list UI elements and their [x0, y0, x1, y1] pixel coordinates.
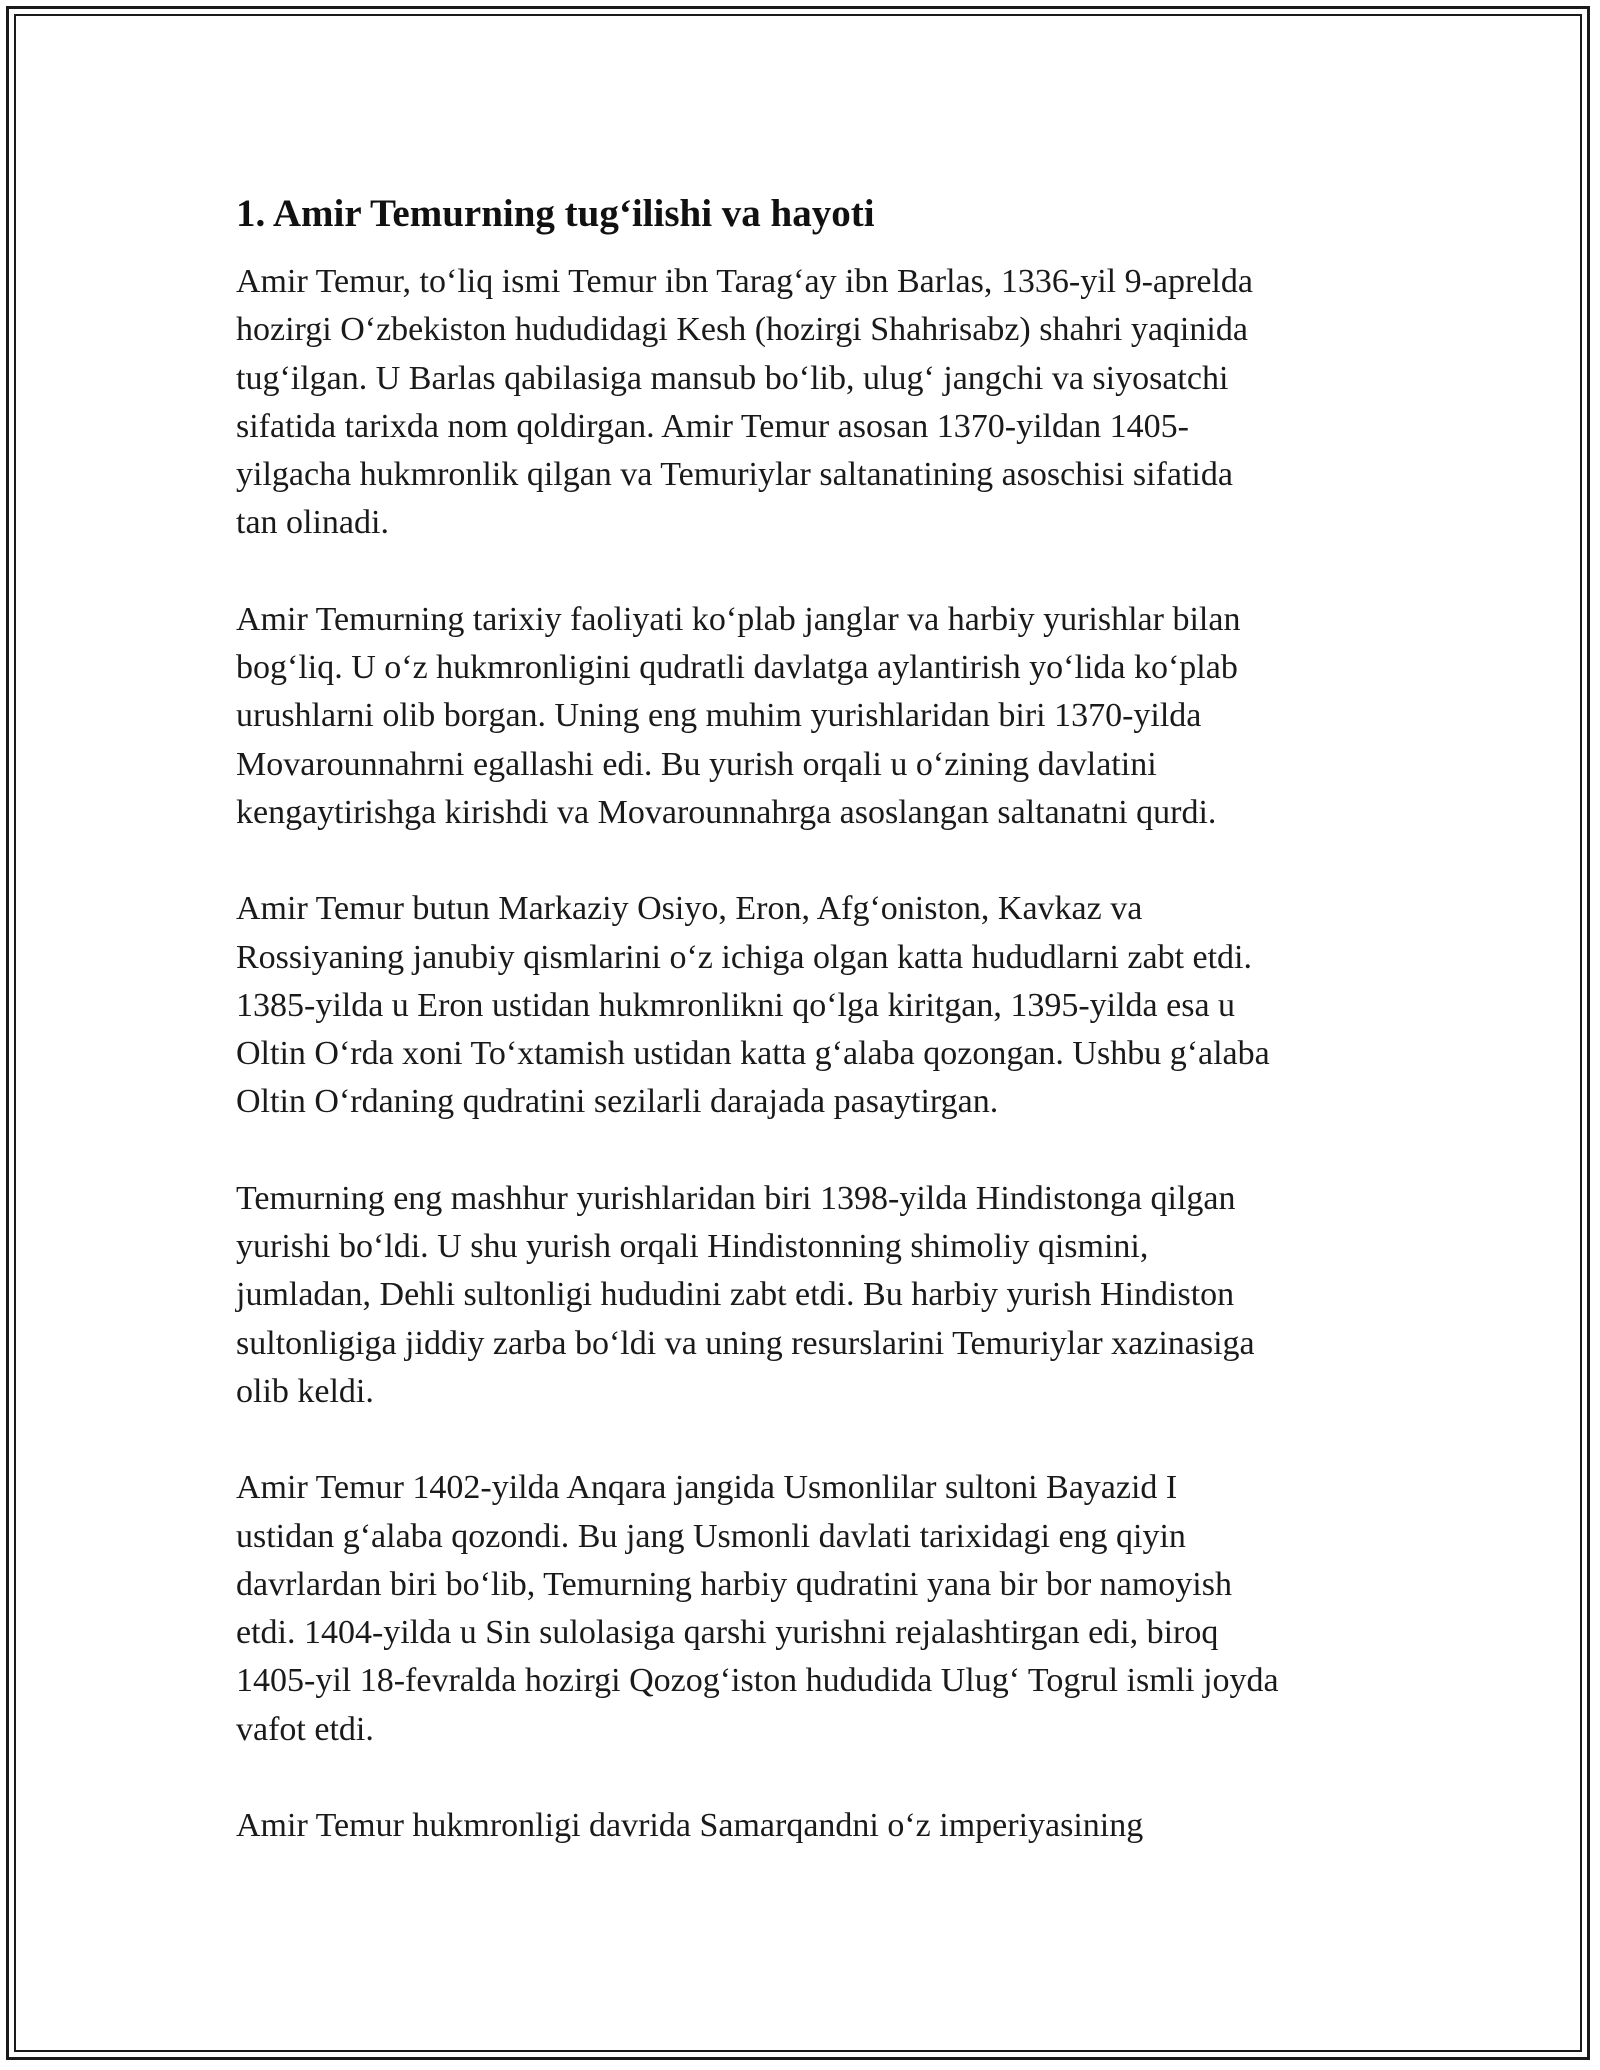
- paragraph: [236, 885, 1376, 1126]
- paragraph-line: kengaytirishga kirishdi va Movarounnahrga asoslangan saltanatni qurdi.: [236, 793, 1217, 831]
- paragraph-line: 1385-yilda u Eron ustidan hukmronlikni qo‘lga kiritgan, 1395-yilda esa u: [236, 986, 1236, 1024]
- paragraph-line: Temurning eng mashhur yurishlaridan biri 1398-yilda Hindistonga qilgan: [236, 1179, 1236, 1217]
- paragraph-line: sultonligiga jiddiy zarba bo‘ldi va uning resurslarini Temuriylar xazinasiga: [236, 1324, 1255, 1362]
- paragraph-line: jumladan, Dehli sultonligi hududini zabt etdi. Bu harbiy yurish Hindiston: [236, 1276, 1235, 1314]
- paragraph-line: bog‘liq. U o‘z hukmronligini qudratli davlatga aylantirish yo‘lida ko‘plab: [236, 649, 1238, 687]
- paragraph-line: sifatida tarixda nom qoldirgan. Amir Temur asosan 1370-yildan 1405-: [236, 407, 1189, 445]
- paragraph: [236, 1175, 1376, 1416]
- paragraph-line: Amir Temur 1402-yilda Anqara jangida Usmonlilar sultoni Bayazid I: [236, 1469, 1178, 1507]
- paragraph: [236, 258, 1376, 548]
- paragraph-line: Movarounnahrni egallashi edi. Bu yurish orqali u o‘zining davlatini: [236, 745, 1157, 783]
- paragraph-line: vafot etdi.: [236, 1710, 374, 1748]
- paragraph-line: etdi. 1404-yilda u Sin sulolasiga qarshi yurishni rejalashtirgan edi, biroq: [236, 1614, 1219, 1652]
- paragraph-line: Rossiyaning janubiy qismlarini o‘z ichiga olgan katta hududlarni zabt etdi.: [236, 938, 1252, 976]
- paragraph-line: tug‘ilgan. U Barlas qabilasiga mansub bo‘lib, ulug‘ jangchi va siyosatchi: [236, 359, 1229, 397]
- paragraph-line: Oltin O‘rdaning qudratini sezilarli darajada pasaytirgan.: [236, 1083, 999, 1121]
- paragraph-line: Amir Temur, to‘liq ismi Temur ibn Tarag‘ay ibn Barlas, 1336-yil 9-aprelda: [236, 263, 1253, 300]
- paragraph-list: [236, 258, 1376, 1850]
- paragraph-line: Oltin O‘rda xoni To‘xtamish ustidan katta g‘alaba qozongan. Ushbu g‘alaba: [236, 1035, 1270, 1073]
- paragraph-line: yilgacha hukmronlik qilgan va Temuriylar saltanatining asoschisi sifatida: [236, 456, 1233, 494]
- paragraph: [236, 596, 1376, 837]
- paragraph-line: 1405-yil 18-fevralda hozirgi Qozog‘iston hududida Ulug‘ Togrul ismli joyda: [236, 1662, 1279, 1700]
- paragraph-line: Amir Temurning tarixiy faoliyati ko‘plab janglar va harbiy yurishlar bilan: [236, 600, 1241, 638]
- paragraph-line: tan olinadi.: [236, 504, 389, 542]
- paragraph-line: hozirgi O‘zbekiston hududidagi Kesh (hozirgi Shahrisabz) shahri yaqinida: [236, 311, 1248, 349]
- paragraph-line: yurishi bo‘ldi. U shu yurish orqali Hindistonning shimoliy qismini,: [236, 1228, 1149, 1266]
- paragraph-line: olib keldi.: [236, 1372, 374, 1410]
- document-body: [236, 186, 1376, 1898]
- paragraph: [236, 1802, 1376, 1850]
- paragraph-line: urushlarni olib borgan. Uning eng muhim yurishlaridan biri 1370-yilda: [236, 697, 1202, 735]
- paragraph-line: davrlardan biri bo‘lib, Temurning harbiy qudratini yana bir bor namoyish: [236, 1565, 1232, 1603]
- paragraph-line: ustidan g‘alaba qozondi. Bu jang Usmonli davlati tarixidagi eng qiyin: [236, 1517, 1186, 1555]
- paragraph-line: Amir Temur butun Markaziy Osiyo, Eron, Afg‘oniston, Kavkaz va: [236, 890, 1143, 928]
- paragraph: [236, 1464, 1376, 1754]
- paragraph-line: Amir Temur hukmronligi davrida Samarqandni o‘z imperiyasining: [236, 1807, 1144, 1845]
- section-heading: 1. Amir Temurning tug‘ilishi va hayoti: [236, 192, 875, 235]
